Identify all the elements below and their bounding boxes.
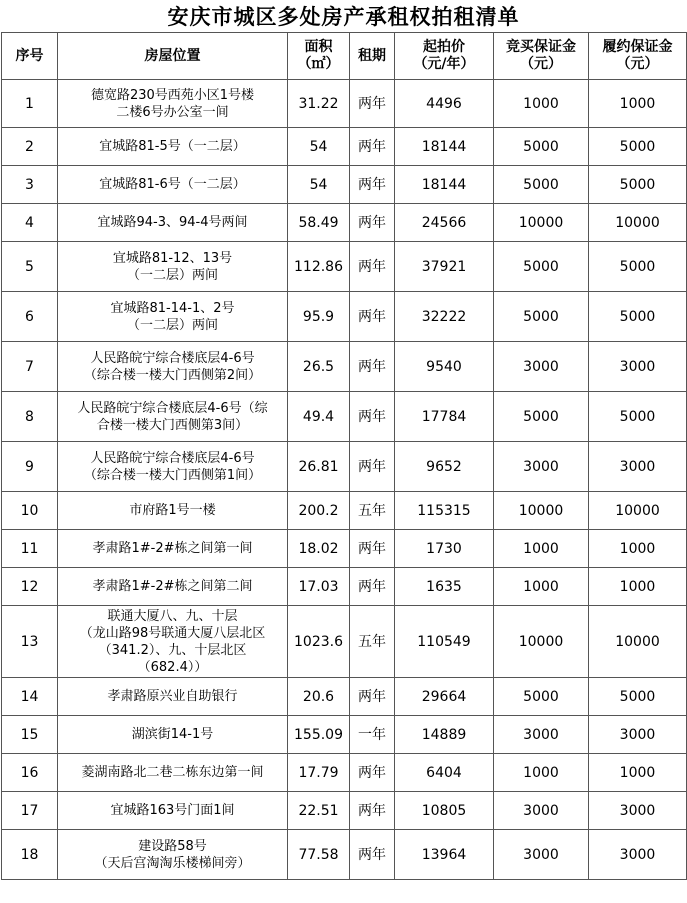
location-cell: 宜城路94-3、94-4号两间 — [58, 204, 288, 242]
location-cell: 孝肃路原兴业自助银行 — [58, 678, 288, 716]
header-cell: 序号 — [2, 33, 58, 80]
area-cell: 112.86 — [288, 242, 350, 292]
row-number: 15 — [2, 716, 58, 754]
location-cell: 人民路皖宁综合楼底层4-6号（综 合楼一楼大门西侧第3间） — [58, 392, 288, 442]
area-cell: 1023.6 — [288, 606, 350, 678]
term-cell: 两年 — [350, 342, 395, 392]
term-cell: 两年 — [350, 442, 395, 492]
location-cell: 孝肃路1#-2#栋之间第一间 — [58, 530, 288, 568]
table-row — [2, 392, 687, 442]
term-cell: 两年 — [350, 830, 395, 880]
term-cell: 两年 — [350, 568, 395, 606]
rental-list-table — [1, 32, 687, 880]
table-row — [2, 204, 687, 242]
row-number: 11 — [2, 530, 58, 568]
header-cell: 履约保证金 （元） — [589, 33, 687, 80]
area-cell: 155.09 — [288, 716, 350, 754]
row-number: 1 — [2, 80, 58, 128]
term-cell: 两年 — [350, 292, 395, 342]
price-cell: 1730 — [395, 530, 494, 568]
bid-deposit-cell: 5000 — [494, 128, 589, 166]
perf-deposit-cell: 10000 — [589, 204, 687, 242]
term-cell: 两年 — [350, 80, 395, 128]
term-cell: 两年 — [350, 242, 395, 292]
area-cell: 49.4 — [288, 392, 350, 442]
term-cell: 两年 — [350, 754, 395, 792]
area-cell: 26.81 — [288, 442, 350, 492]
area-cell: 54 — [288, 166, 350, 204]
table-row — [2, 678, 687, 716]
bid-deposit-cell: 1000 — [494, 530, 589, 568]
price-cell: 1635 — [395, 568, 494, 606]
perf-deposit-cell: 10000 — [589, 492, 687, 530]
price-cell: 24566 — [395, 204, 494, 242]
area-cell: 17.03 — [288, 568, 350, 606]
bid-deposit-cell: 5000 — [494, 292, 589, 342]
row-number: 13 — [2, 606, 58, 678]
table-row — [2, 242, 687, 292]
location-cell: 市府路1号一楼 — [58, 492, 288, 530]
perf-deposit-cell: 3000 — [589, 792, 687, 830]
row-number: 4 — [2, 204, 58, 242]
term-cell: 一年 — [350, 716, 395, 754]
table-row — [2, 530, 687, 568]
bid-deposit-cell: 1000 — [494, 568, 589, 606]
price-cell: 6404 — [395, 754, 494, 792]
term-cell: 两年 — [350, 392, 395, 442]
row-number: 18 — [2, 830, 58, 880]
table-row — [2, 568, 687, 606]
row-number: 10 — [2, 492, 58, 530]
perf-deposit-cell: 10000 — [589, 606, 687, 678]
area-cell: 54 — [288, 128, 350, 166]
row-number: 3 — [2, 166, 58, 204]
table-row — [2, 80, 687, 128]
location-cell: 德宽路230号西苑小区1号楼 二楼6号办公室一间 — [58, 80, 288, 128]
location-cell: 宜城路81-14-1、2号 （一二层）两间 — [58, 292, 288, 342]
price-cell: 10805 — [395, 792, 494, 830]
perf-deposit-cell: 5000 — [589, 242, 687, 292]
term-cell: 五年 — [350, 492, 395, 530]
perf-deposit-cell: 3000 — [589, 830, 687, 880]
row-number: 8 — [2, 392, 58, 442]
header-cell: 房屋位置 — [58, 33, 288, 80]
location-cell: 宜城路81-5号（一二层） — [58, 128, 288, 166]
price-cell: 13964 — [395, 830, 494, 880]
table-row — [2, 166, 687, 204]
term-cell: 两年 — [350, 530, 395, 568]
row-number: 17 — [2, 792, 58, 830]
location-cell: 宜城路81-12、13号 （一二层）两间 — [58, 242, 288, 292]
price-cell: 18144 — [395, 166, 494, 204]
location-cell: 宜城路81-6号（一二层） — [58, 166, 288, 204]
area-cell: 17.79 — [288, 754, 350, 792]
price-cell: 4496 — [395, 80, 494, 128]
header-cell: 竞买保证金 （元） — [494, 33, 589, 80]
location-cell: 菱湖南路北二巷二栋东边第一间 — [58, 754, 288, 792]
price-cell: 14889 — [395, 716, 494, 754]
bid-deposit-cell: 10000 — [494, 204, 589, 242]
row-number: 16 — [2, 754, 58, 792]
bid-deposit-cell: 5000 — [494, 166, 589, 204]
price-cell: 9652 — [395, 442, 494, 492]
location-cell: 宜城路163号门面1间 — [58, 792, 288, 830]
perf-deposit-cell: 1000 — [589, 754, 687, 792]
row-number: 2 — [2, 128, 58, 166]
table-row — [2, 792, 687, 830]
table-row — [2, 754, 687, 792]
area-cell: 20.6 — [288, 678, 350, 716]
bid-deposit-cell: 1000 — [494, 80, 589, 128]
location-cell: 人民路皖宁综合楼底层4-6号 （综合楼一楼大门西侧第2间） — [58, 342, 288, 392]
area-cell: 95.9 — [288, 292, 350, 342]
row-number: 9 — [2, 442, 58, 492]
row-number: 6 — [2, 292, 58, 342]
perf-deposit-cell: 3000 — [589, 442, 687, 492]
bid-deposit-cell: 1000 — [494, 754, 589, 792]
header-cell: 起拍价 （元/年） — [395, 33, 494, 80]
table-row — [2, 342, 687, 392]
location-cell: 孝肃路1#-2#栋之间第二间 — [58, 568, 288, 606]
area-cell: 22.51 — [288, 792, 350, 830]
price-cell: 17784 — [395, 392, 494, 442]
row-number: 7 — [2, 342, 58, 392]
term-cell: 五年 — [350, 606, 395, 678]
header-cell: 面积 （㎡） — [288, 33, 350, 80]
bid-deposit-cell: 3000 — [494, 716, 589, 754]
price-cell: 29664 — [395, 678, 494, 716]
table-row — [2, 492, 687, 530]
header-cell: 租期 — [350, 33, 395, 80]
bid-deposit-cell: 3000 — [494, 830, 589, 880]
perf-deposit-cell: 1000 — [589, 530, 687, 568]
perf-deposit-cell: 5000 — [589, 128, 687, 166]
perf-deposit-cell: 3000 — [589, 342, 687, 392]
bid-deposit-cell: 5000 — [494, 678, 589, 716]
location-cell: 湖滨街14-1号 — [58, 716, 288, 754]
perf-deposit-cell: 5000 — [589, 292, 687, 342]
term-cell: 两年 — [350, 166, 395, 204]
price-cell: 115315 — [395, 492, 494, 530]
term-cell: 两年 — [350, 792, 395, 830]
area-cell: 200.2 — [288, 492, 350, 530]
row-number: 12 — [2, 568, 58, 606]
term-cell: 两年 — [350, 678, 395, 716]
area-cell: 31.22 — [288, 80, 350, 128]
area-cell: 26.5 — [288, 342, 350, 392]
bid-deposit-cell: 5000 — [494, 392, 589, 442]
price-cell: 9540 — [395, 342, 494, 392]
bid-deposit-cell: 10000 — [494, 492, 589, 530]
bid-deposit-cell: 3000 — [494, 342, 589, 392]
price-cell: 37921 — [395, 242, 494, 292]
table-row — [2, 716, 687, 754]
term-cell: 两年 — [350, 204, 395, 242]
location-cell: 建设路58号 （天后宫淘淘乐楼梯间旁） — [58, 830, 288, 880]
table-row — [2, 830, 687, 880]
table-row — [2, 442, 687, 492]
page-title: 安庆市城区多处房产承租权拍租清单 — [167, 5, 520, 29]
perf-deposit-cell: 5000 — [589, 166, 687, 204]
perf-deposit-cell: 1000 — [589, 568, 687, 606]
header-row — [2, 33, 687, 80]
price-cell: 110549 — [395, 606, 494, 678]
table-body — [2, 80, 687, 880]
price-cell: 18144 — [395, 128, 494, 166]
bid-deposit-cell: 3000 — [494, 442, 589, 492]
table-row — [2, 606, 687, 678]
location-cell: 联通大厦八、九、十层 （龙山路98号联通大厦八层北区 （341.2）、九、十层北区 （682.4）） — [58, 606, 288, 678]
location-cell: 人民路皖宁综合楼底层4-6号 （综合楼一楼大门西侧第1间） — [58, 442, 288, 492]
area-cell: 18.02 — [288, 530, 350, 568]
table-row — [2, 292, 687, 342]
bid-deposit-cell: 3000 — [494, 792, 589, 830]
term-cell: 两年 — [350, 128, 395, 166]
perf-deposit-cell: 3000 — [589, 716, 687, 754]
price-cell: 32222 — [395, 292, 494, 342]
perf-deposit-cell: 1000 — [589, 80, 687, 128]
perf-deposit-cell: 5000 — [589, 392, 687, 442]
area-cell: 77.58 — [288, 830, 350, 880]
row-number: 5 — [2, 242, 58, 292]
table-row — [2, 128, 687, 166]
row-number: 14 — [2, 678, 58, 716]
area-cell: 58.49 — [288, 204, 350, 242]
perf-deposit-cell: 5000 — [589, 678, 687, 716]
bid-deposit-cell: 10000 — [494, 606, 589, 678]
bid-deposit-cell: 5000 — [494, 242, 589, 292]
